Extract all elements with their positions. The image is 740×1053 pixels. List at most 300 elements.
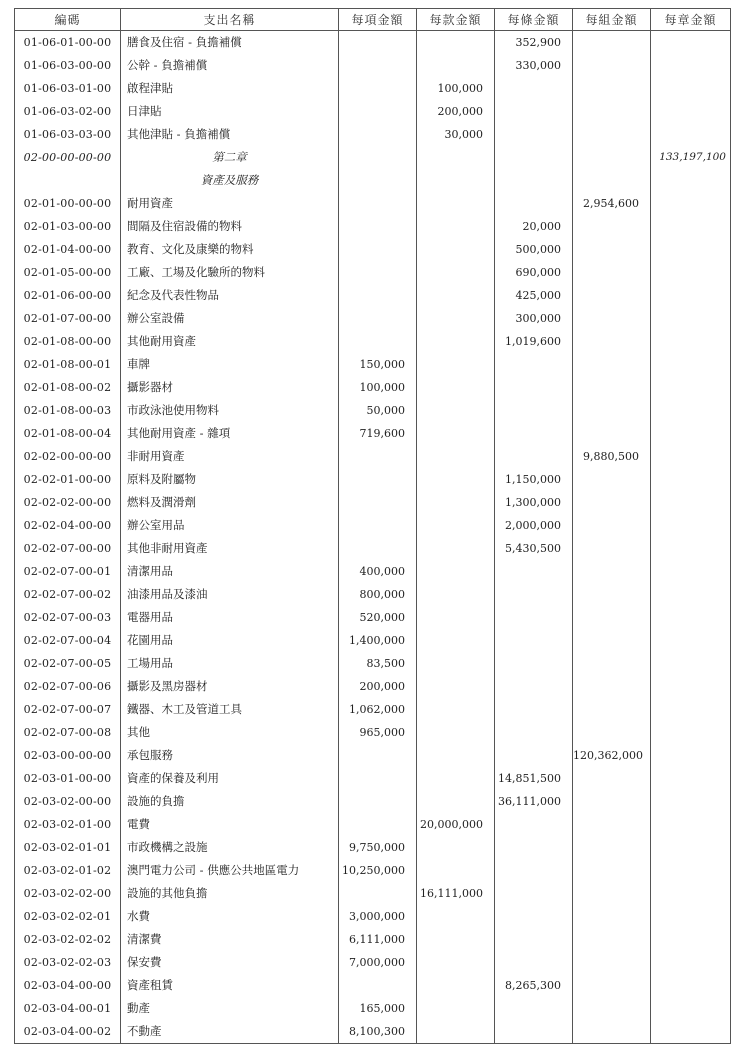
- table-row: [15, 813, 731, 836]
- header-chapter-amount: 每章金額: [651, 9, 731, 31]
- cell-name: 日津貼: [121, 100, 339, 123]
- cell-item-amount: 6,111,000: [339, 928, 417, 951]
- table-header: [15, 9, 731, 31]
- cell-name: 油漆用品及漆油: [121, 583, 339, 606]
- cell-article-amount: 2,000,000: [495, 514, 573, 537]
- cell-clause-amount: 30,000: [417, 123, 495, 146]
- cell-name: 攝影及黑房器材: [121, 675, 339, 698]
- cell-article-amount: [495, 376, 573, 399]
- cell-item-amount: [339, 284, 417, 307]
- cell-article-amount: [495, 1020, 573, 1044]
- cell-article-amount: [495, 606, 573, 629]
- cell-article-amount: 20,000: [495, 215, 573, 238]
- cell-code: 02-02-07-00-07: [15, 698, 121, 721]
- table-row: [15, 330, 731, 353]
- table-row: [15, 790, 731, 813]
- cell-code: 01-06-03-01-00: [15, 77, 121, 100]
- cell-item-amount: 50,000: [339, 399, 417, 422]
- cell-article-amount: 500,000: [495, 238, 573, 261]
- cell-article-amount: [495, 675, 573, 698]
- table-row: [15, 997, 731, 1020]
- cell-item-amount: 520,000: [339, 606, 417, 629]
- cell-name: 其他耐用資產: [121, 330, 339, 353]
- cell-code: 01-06-03-03-00: [15, 123, 121, 146]
- cell-name: 車牌: [121, 353, 339, 376]
- cell-clause-amount: [417, 859, 495, 882]
- cell-name: 辦公室用品: [121, 514, 339, 537]
- cell-item-amount: [339, 468, 417, 491]
- cell-code: 02-03-02-02-01: [15, 905, 121, 928]
- cell-group-amount: [573, 560, 651, 583]
- cell-article-amount: [495, 422, 573, 445]
- cell-chapter-amount: [651, 537, 731, 560]
- cell-code: 02-02-07-00-02: [15, 583, 121, 606]
- cell-article-amount: [495, 445, 573, 468]
- table-row: [15, 491, 731, 514]
- cell-chapter-amount: [651, 169, 731, 192]
- cell-item-amount: 165,000: [339, 997, 417, 1020]
- cell-name: 電器用品: [121, 606, 339, 629]
- cell-article-amount: [495, 353, 573, 376]
- cell-group-amount: [573, 767, 651, 790]
- cell-item-amount: 719,600: [339, 422, 417, 445]
- cell-article-amount: [495, 813, 573, 836]
- cell-name: 第二章: [121, 146, 339, 169]
- cell-name: 動產: [121, 997, 339, 1020]
- cell-chapter-amount: [651, 629, 731, 652]
- header-name: 支出名稱: [121, 9, 339, 31]
- cell-item-amount: [339, 813, 417, 836]
- cell-code: 02-02-02-00-00: [15, 491, 121, 514]
- cell-group-amount: [573, 215, 651, 238]
- cell-group-amount: [573, 123, 651, 146]
- cell-article-amount: 36,111,000: [495, 790, 573, 813]
- cell-item-amount: [339, 261, 417, 284]
- cell-clause-amount: [417, 261, 495, 284]
- cell-article-amount: [495, 997, 573, 1020]
- cell-name: 承包服務: [121, 744, 339, 767]
- cell-group-amount: [573, 146, 651, 169]
- table-row: [15, 192, 731, 215]
- cell-clause-amount: [417, 399, 495, 422]
- cell-item-amount: 8,100,300: [339, 1020, 417, 1044]
- table-row: [15, 100, 731, 123]
- cell-clause-amount: [417, 951, 495, 974]
- table-row: [15, 468, 731, 491]
- cell-item-amount: [339, 445, 417, 468]
- cell-chapter-amount: [651, 744, 731, 767]
- cell-item-amount: [339, 767, 417, 790]
- cell-name: 清潔費: [121, 928, 339, 951]
- cell-code: 02-02-00-00-00: [15, 445, 121, 468]
- table-row: [15, 31, 731, 55]
- cell-clause-amount: 16,111,000: [417, 882, 495, 905]
- cell-code: 02-01-08-00-01: [15, 353, 121, 376]
- table-row: [15, 951, 731, 974]
- cell-name: 市政泳池使用物料: [121, 399, 339, 422]
- cell-code: 02-02-07-00-05: [15, 652, 121, 675]
- cell-code: [15, 169, 121, 192]
- cell-name: 其他: [121, 721, 339, 744]
- cell-group-amount: [573, 330, 651, 353]
- cell-code: 01-06-03-00-00: [15, 54, 121, 77]
- cell-clause-amount: [417, 652, 495, 675]
- cell-code: 02-01-06-00-00: [15, 284, 121, 307]
- cell-group-amount: [573, 307, 651, 330]
- cell-item-amount: [339, 882, 417, 905]
- cell-name: 市政機構之設施: [121, 836, 339, 859]
- cell-clause-amount: [417, 767, 495, 790]
- table-row: [15, 123, 731, 146]
- cell-chapter-amount: [651, 928, 731, 951]
- cell-clause-amount: 200,000: [417, 100, 495, 123]
- cell-item-amount: 7,000,000: [339, 951, 417, 974]
- cell-item-amount: 1,400,000: [339, 629, 417, 652]
- cell-chapter-amount: [651, 790, 731, 813]
- cell-code: 01-06-03-02-00: [15, 100, 121, 123]
- table-row: [15, 698, 731, 721]
- table-row: [15, 445, 731, 468]
- cell-code: 02-03-02-02-00: [15, 882, 121, 905]
- cell-clause-amount: [417, 905, 495, 928]
- cell-name: 辦公室設備: [121, 307, 339, 330]
- cell-group-amount: [573, 974, 651, 997]
- table-row: [15, 399, 731, 422]
- cell-group-amount: [573, 54, 651, 77]
- cell-name: 設施的負擔: [121, 790, 339, 813]
- cell-group-amount: [573, 31, 651, 55]
- cell-article-amount: 425,000: [495, 284, 573, 307]
- cell-clause-amount: [417, 330, 495, 353]
- table-row: [15, 583, 731, 606]
- cell-item-amount: [339, 537, 417, 560]
- cell-group-amount: 2,954,600: [573, 192, 651, 215]
- cell-item-amount: [339, 77, 417, 100]
- cell-article-amount: 1,019,600: [495, 330, 573, 353]
- cell-chapter-amount: [651, 560, 731, 583]
- cell-clause-amount: [417, 169, 495, 192]
- cell-code: 02-02-07-00-06: [15, 675, 121, 698]
- cell-clause-amount: [417, 698, 495, 721]
- cell-clause-amount: [417, 238, 495, 261]
- cell-item-amount: 1,062,000: [339, 698, 417, 721]
- cell-chapter-amount: [651, 399, 731, 422]
- cell-item-amount: [339, 169, 417, 192]
- cell-item-amount: [339, 123, 417, 146]
- cell-chapter-amount: [651, 353, 731, 376]
- cell-code: 02-02-07-00-08: [15, 721, 121, 744]
- cell-name: 資產及服務: [121, 169, 339, 192]
- cell-clause-amount: [417, 376, 495, 399]
- table-row: [15, 721, 731, 744]
- cell-name: 資產租賃: [121, 974, 339, 997]
- cell-code: 02-01-07-00-00: [15, 307, 121, 330]
- cell-name: 燃料及潤滑劑: [121, 491, 339, 514]
- cell-group-amount: [573, 376, 651, 399]
- cell-clause-amount: [417, 997, 495, 1020]
- cell-article-amount: 300,000: [495, 307, 573, 330]
- cell-item-amount: 83,500: [339, 652, 417, 675]
- cell-group-amount: [573, 514, 651, 537]
- cell-item-amount: 400,000: [339, 560, 417, 583]
- cell-article-amount: [495, 652, 573, 675]
- cell-article-amount: 14,851,500: [495, 767, 573, 790]
- cell-group-amount: [573, 997, 651, 1020]
- cell-chapter-amount: [651, 859, 731, 882]
- cell-code: 02-02-07-00-01: [15, 560, 121, 583]
- cell-item-amount: [339, 307, 417, 330]
- cell-code: 02-03-04-00-00: [15, 974, 121, 997]
- cell-chapter-amount: [651, 445, 731, 468]
- cell-item-amount: [339, 100, 417, 123]
- cell-clause-amount: [417, 215, 495, 238]
- cell-chapter-amount: [651, 721, 731, 744]
- cell-code: 02-03-02-02-02: [15, 928, 121, 951]
- cell-article-amount: 352,900: [495, 31, 573, 55]
- cell-item-amount: [339, 790, 417, 813]
- cell-item-amount: 10,250,000: [339, 859, 417, 882]
- table-row: [15, 974, 731, 997]
- cell-article-amount: [495, 882, 573, 905]
- cell-item-amount: 9,750,000: [339, 836, 417, 859]
- cell-group-amount: [573, 882, 651, 905]
- cell-clause-amount: [417, 560, 495, 583]
- cell-chapter-amount: [651, 376, 731, 399]
- cell-clause-amount: 100,000: [417, 77, 495, 100]
- cell-clause-amount: [417, 284, 495, 307]
- cell-clause-amount: [417, 721, 495, 744]
- table-row: [15, 928, 731, 951]
- cell-clause-amount: [417, 629, 495, 652]
- cell-code: 02-01-08-00-00: [15, 330, 121, 353]
- cell-chapter-amount: [651, 261, 731, 284]
- cell-group-amount: [573, 1020, 651, 1044]
- header-article-amount: 每條金額: [495, 9, 573, 31]
- cell-name: 水費: [121, 905, 339, 928]
- cell-clause-amount: [417, 1020, 495, 1044]
- cell-chapter-amount: [651, 54, 731, 77]
- cell-name: 鐵器、木工及管道工具: [121, 698, 339, 721]
- cell-chapter-amount: 133,197,100: [651, 146, 731, 169]
- cell-article-amount: 330,000: [495, 54, 573, 77]
- cell-name: 清潔用品: [121, 560, 339, 583]
- cell-article-amount: 8,265,300: [495, 974, 573, 997]
- cell-clause-amount: [417, 606, 495, 629]
- table-row: [15, 905, 731, 928]
- cell-chapter-amount: [651, 997, 731, 1020]
- table-row: [15, 767, 731, 790]
- cell-item-amount: 965,000: [339, 721, 417, 744]
- cell-clause-amount: [417, 583, 495, 606]
- table-row: [15, 882, 731, 905]
- cell-clause-amount: [417, 192, 495, 215]
- cell-chapter-amount: [651, 675, 731, 698]
- header-item-amount: 每項金額: [339, 9, 417, 31]
- table-row: [15, 859, 731, 882]
- cell-name: 其他津貼 - 負擔補償: [121, 123, 339, 146]
- cell-name: 保安費: [121, 951, 339, 974]
- cell-group-amount: [573, 169, 651, 192]
- cell-clause-amount: [417, 422, 495, 445]
- cell-chapter-amount: [651, 652, 731, 675]
- table-row: [15, 652, 731, 675]
- cell-group-amount: [573, 238, 651, 261]
- cell-name: 資產的保養及利用: [121, 767, 339, 790]
- table-row: [15, 146, 731, 169]
- cell-chapter-amount: [651, 1020, 731, 1044]
- cell-code: 02-03-02-01-00: [15, 813, 121, 836]
- cell-chapter-amount: [651, 123, 731, 146]
- cell-code: 02-01-00-00-00: [15, 192, 121, 215]
- cell-group-amount: [573, 606, 651, 629]
- cell-article-amount: [495, 928, 573, 951]
- cell-code: 02-03-04-00-02: [15, 1020, 121, 1044]
- cell-code: 02-01-05-00-00: [15, 261, 121, 284]
- cell-code: 02-01-08-00-02: [15, 376, 121, 399]
- cell-chapter-amount: [651, 192, 731, 215]
- cell-article-amount: [495, 951, 573, 974]
- cell-code: 02-03-02-00-00: [15, 790, 121, 813]
- cell-item-amount: 800,000: [339, 583, 417, 606]
- cell-item-amount: [339, 974, 417, 997]
- cell-chapter-amount: [651, 583, 731, 606]
- cell-code: 02-01-08-00-03: [15, 399, 121, 422]
- table-row: [15, 353, 731, 376]
- cell-name: 非耐用資產: [121, 445, 339, 468]
- cell-chapter-amount: [651, 974, 731, 997]
- cell-chapter-amount: [651, 31, 731, 55]
- cell-group-amount: [573, 468, 651, 491]
- cell-name: 電費: [121, 813, 339, 836]
- cell-item-amount: [339, 238, 417, 261]
- cell-name: 花園用品: [121, 629, 339, 652]
- cell-article-amount: 1,150,000: [495, 468, 573, 491]
- cell-article-amount: [495, 146, 573, 169]
- cell-code: 02-02-01-00-00: [15, 468, 121, 491]
- cell-article-amount: 1,300,000: [495, 491, 573, 514]
- cell-name: 設施的其他負擔: [121, 882, 339, 905]
- header-code: 編碼: [15, 9, 121, 31]
- cell-code: 02-03-02-02-03: [15, 951, 121, 974]
- cell-chapter-amount: [651, 100, 731, 123]
- cell-clause-amount: [417, 54, 495, 77]
- table-row: [15, 537, 731, 560]
- cell-clause-amount: [417, 675, 495, 698]
- cell-chapter-amount: [651, 951, 731, 974]
- cell-name: 公幹 - 負擔補償: [121, 54, 339, 77]
- table-row: [15, 238, 731, 261]
- cell-item-amount: [339, 330, 417, 353]
- cell-article-amount: [495, 399, 573, 422]
- cell-group-amount: 120,362,000: [573, 744, 651, 767]
- cell-code: 02-03-02-01-01: [15, 836, 121, 859]
- cell-article-amount: [495, 583, 573, 606]
- cell-chapter-amount: [651, 836, 731, 859]
- cell-code: 02-03-01-00-00: [15, 767, 121, 790]
- cell-chapter-amount: [651, 307, 731, 330]
- cell-item-amount: 200,000: [339, 675, 417, 698]
- cell-clause-amount: 20,000,000: [417, 813, 495, 836]
- cell-item-amount: [339, 215, 417, 238]
- cell-item-amount: [339, 54, 417, 77]
- cell-chapter-amount: [651, 698, 731, 721]
- table-row: [15, 261, 731, 284]
- cell-group-amount: [573, 790, 651, 813]
- cell-article-amount: [495, 169, 573, 192]
- cell-name: 紀念及代表性物品: [121, 284, 339, 307]
- cell-code: 02-01-08-00-04: [15, 422, 121, 445]
- cell-article-amount: [495, 560, 573, 583]
- cell-name: 不動產: [121, 1020, 339, 1044]
- cell-clause-amount: [417, 146, 495, 169]
- cell-clause-amount: [417, 790, 495, 813]
- table-row: [15, 744, 731, 767]
- cell-item-amount: [339, 514, 417, 537]
- cell-article-amount: [495, 192, 573, 215]
- cell-code: 02-02-07-00-00: [15, 537, 121, 560]
- header-row: [15, 9, 731, 31]
- cell-clause-amount: [417, 468, 495, 491]
- cell-chapter-amount: [651, 238, 731, 261]
- table-row: [15, 514, 731, 537]
- cell-item-amount: [339, 192, 417, 215]
- cell-clause-amount: [417, 514, 495, 537]
- cell-group-amount: [573, 261, 651, 284]
- table-row: [15, 1020, 731, 1044]
- table-row: [15, 675, 731, 698]
- cell-group-amount: [573, 537, 651, 560]
- cell-article-amount: [495, 698, 573, 721]
- cell-item-amount: [339, 146, 417, 169]
- cell-clause-amount: [417, 307, 495, 330]
- cell-item-amount: [339, 744, 417, 767]
- cell-article-amount: [495, 721, 573, 744]
- cell-clause-amount: [417, 491, 495, 514]
- cell-name: 工場用品: [121, 652, 339, 675]
- cell-chapter-amount: [651, 767, 731, 790]
- cell-chapter-amount: [651, 491, 731, 514]
- cell-code: 02-03-00-00-00: [15, 744, 121, 767]
- cell-clause-amount: [417, 537, 495, 560]
- cell-article-amount: [495, 905, 573, 928]
- cell-group-amount: [573, 353, 651, 376]
- cell-article-amount: [495, 836, 573, 859]
- cell-clause-amount: [417, 744, 495, 767]
- expenditure-table: [14, 8, 731, 1044]
- cell-name: 攝影器材: [121, 376, 339, 399]
- table-row: [15, 836, 731, 859]
- cell-clause-amount: [417, 353, 495, 376]
- cell-name: 其他非耐用資產: [121, 537, 339, 560]
- cell-article-amount: [495, 77, 573, 100]
- cell-group-amount: [573, 928, 651, 951]
- cell-group-amount: [573, 100, 651, 123]
- cell-code: 02-00-00-00-00: [15, 146, 121, 169]
- cell-group-amount: [573, 77, 651, 100]
- cell-chapter-amount: [651, 882, 731, 905]
- cell-item-amount: [339, 31, 417, 55]
- cell-name: 原料及附屬物: [121, 468, 339, 491]
- cell-article-amount: [495, 744, 573, 767]
- cell-chapter-amount: [651, 606, 731, 629]
- cell-name: 耐用資產: [121, 192, 339, 215]
- cell-group-amount: [573, 836, 651, 859]
- cell-group-amount: [573, 491, 651, 514]
- cell-article-amount: [495, 123, 573, 146]
- cell-item-amount: 3,000,000: [339, 905, 417, 928]
- cell-group-amount: [573, 951, 651, 974]
- cell-group-amount: [573, 422, 651, 445]
